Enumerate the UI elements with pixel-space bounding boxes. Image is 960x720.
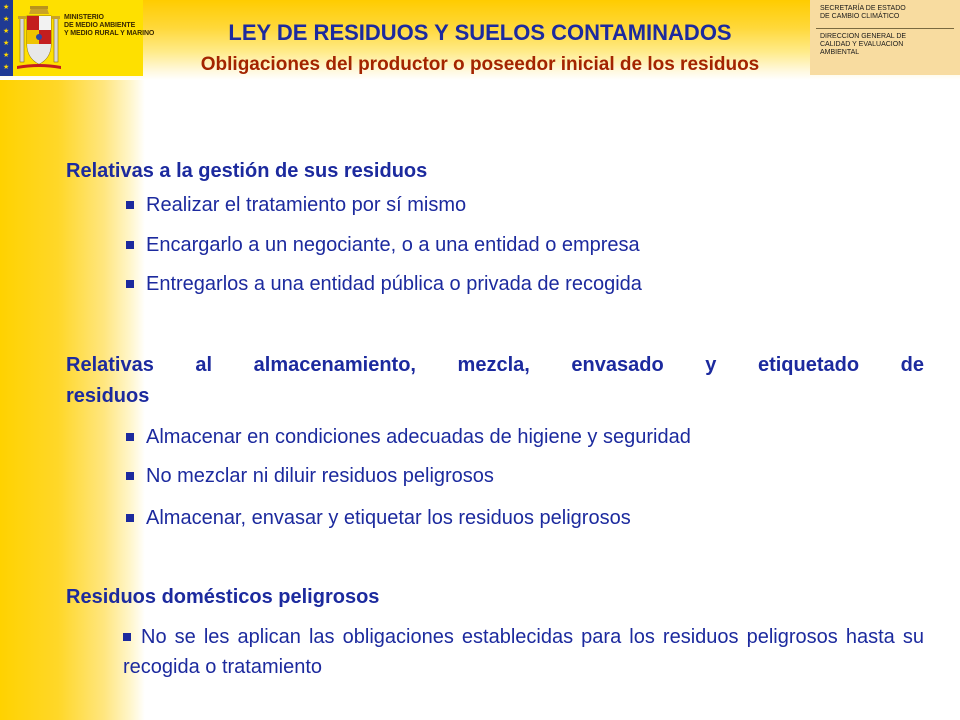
ministry-logo <box>0 0 155 76</box>
direccion-line: AMBIENTAL <box>820 49 860 56</box>
bullet-icon <box>126 241 134 249</box>
list-item <box>126 503 631 533</box>
section-heading: Relativas al almacenamiento, mezcla, envasado y etiquetado de <box>66 354 924 376</box>
section-heading: Relativas a la gestión de sus residuos <box>66 160 428 182</box>
eu-flag-icon: ★ ★ ★ ★ ★ ★ <box>0 0 13 76</box>
bullet-icon <box>126 514 134 522</box>
list-item-text: Almacenar en condiciones adecuadas de higiene y seguridad <box>146 426 691 448</box>
list-item <box>126 269 642 299</box>
list-item-text: No se les aplican las obligaciones establecidas para los residuos peligrosos hasta su recogida o tratamiento <box>123 626 924 678</box>
ministry-line: Y MEDIO RURAL Y MARINO <box>64 30 155 37</box>
secretaria-line: SECRETARÍA DE ESTADO <box>820 5 906 12</box>
section-heading-continued: residuos <box>66 385 150 407</box>
ministry-line: DE MEDIO AMBIENTE <box>64 22 136 29</box>
list-item-text: Realizar el tratamiento por sí mismo <box>146 194 467 216</box>
secretaria-line: DE CAMBIO CLIMÁTICO <box>820 13 900 20</box>
list-item-text: No mezclar ni diluir residuos peligrosos <box>146 465 494 487</box>
section-heading: Residuos domésticos peligrosos <box>66 586 380 608</box>
direccion-line: DIRECCION GENERAL DE <box>820 33 907 40</box>
list-item <box>123 622 924 682</box>
list-item-text: Encargarlo a un negociante, o a una entidad o empresa <box>146 234 640 256</box>
list-item <box>126 422 691 452</box>
bullet-icon <box>126 433 134 441</box>
list-item <box>126 190 466 220</box>
coat-of-arms-icon <box>17 4 61 70</box>
direccion-line: CALIDAD Y EVALUACION <box>820 41 904 48</box>
list-item-text: Entregarlos a una entidad pública o privada de recogida <box>146 273 642 295</box>
secretaria-box <box>810 0 960 75</box>
bullet-icon <box>123 633 131 641</box>
ministry-line: MINISTERIO <box>64 14 104 21</box>
bullet-icon <box>126 280 134 288</box>
page-subtitle: Obligaciones del productor o poseedor inicial de los residuos <box>200 54 760 75</box>
bullet-icon <box>126 201 134 209</box>
list-item <box>126 230 640 260</box>
page-title: LEY DE RESIDUOS Y SUELOS CONTAMINADOS <box>228 20 732 45</box>
list-item-text: Almacenar, envasar y etiquetar los residuos peligrosos <box>146 507 631 529</box>
list-item <box>126 461 494 491</box>
ministry-name <box>64 14 154 38</box>
bullet-icon <box>126 472 134 480</box>
